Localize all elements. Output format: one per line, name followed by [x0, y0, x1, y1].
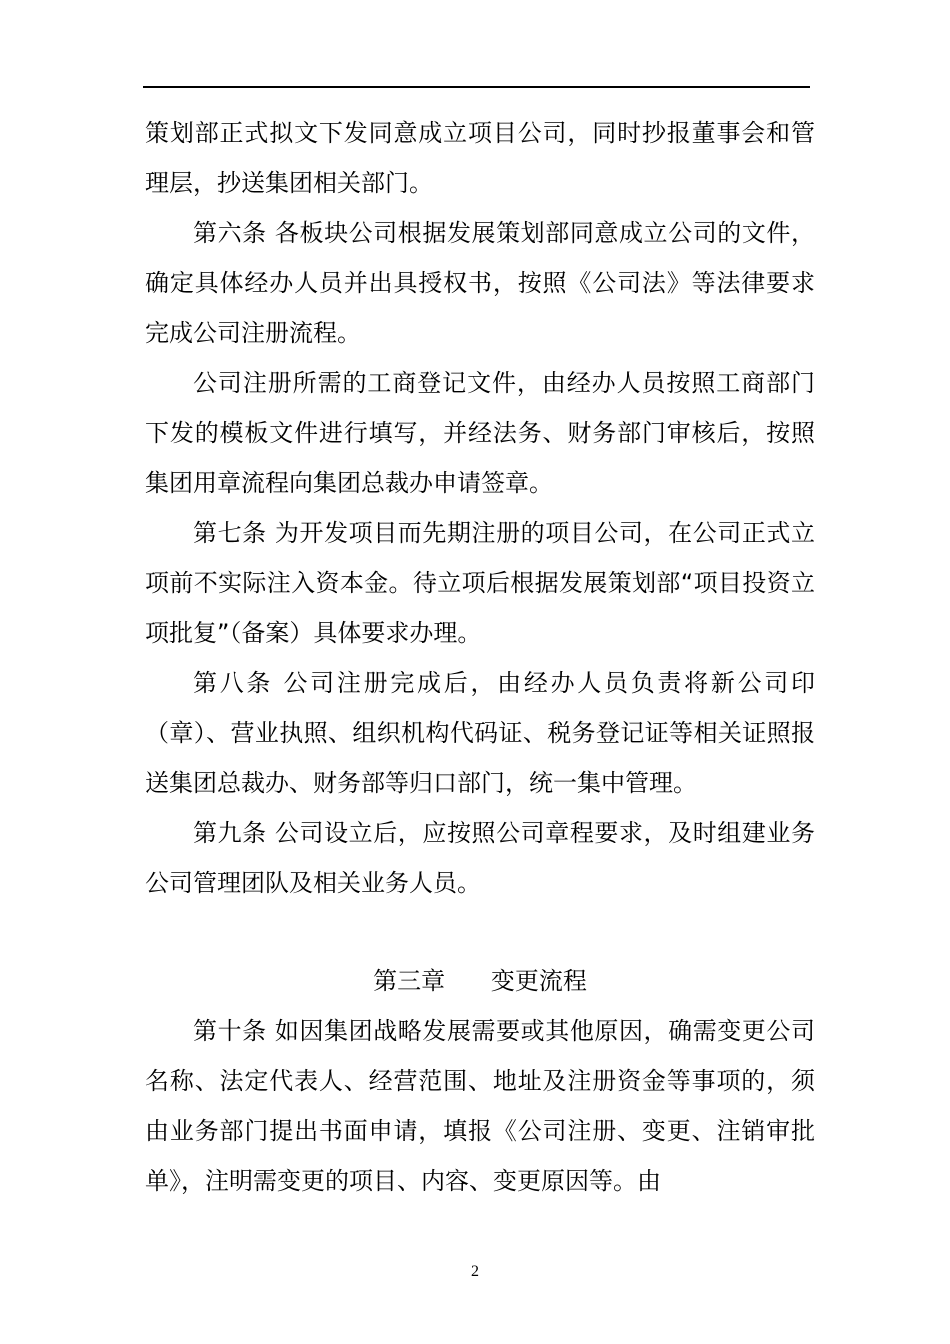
article-9: 第九条 公司设立后，应按照公司章程要求，及时组建业务公司管理团队及相关业务人员。 [145, 819, 815, 897]
section-gap [145, 908, 815, 956]
page-number: 2 [471, 1263, 479, 1280]
paragraph-registration-documents: 公司注册所需的工商登记文件，由经办人员按照工商部门下发的模板文件进行填写，并经法务、财务部门审核后，按照集团用章流程向集团总裁办申请签章。 [145, 369, 815, 497]
article-10: 第十条 如因集团战略发展需要或其他原因，确需变更公司名称、法定代表人、经营范围、地址及注册资金等事项的，须由业务部门提出书面申请，填报《公司注册、变更、注销审批单》，注明需变更的项目、内容、变更原因等。由 [145, 1017, 815, 1195]
article-6: 第六条 各板块公司根据发展策划部同意成立公司的文件，确定具体经办人员并出具授权书，按照《公司法》等法律要求完成公司注册流程。 [145, 219, 815, 347]
chapter-title: 第三章 变更流程 [373, 967, 587, 995]
document-body [145, 108, 815, 1206]
article-7: 第七条 为开发项目而先期注册的项目公司，在公司正式立项前不实际注入资本金。待立项后根据发展策划部“项目投资立项批复”（备案）具体要求办理。 [145, 519, 815, 647]
paragraph-continuation: 策划部正式拟文下发同意成立项目公司，同时抄报董事会和管理层，抄送集团相关部门。 [145, 119, 815, 197]
header-rule [143, 86, 810, 88]
article-8: 第八条 公司注册完成后，由经办人员负责将新公司印（章）、营业执照、组织机构代码证、税务登记证等相关证照报送集团总裁办、财务部等归口部门，统一集中管理。 [145, 669, 815, 797]
